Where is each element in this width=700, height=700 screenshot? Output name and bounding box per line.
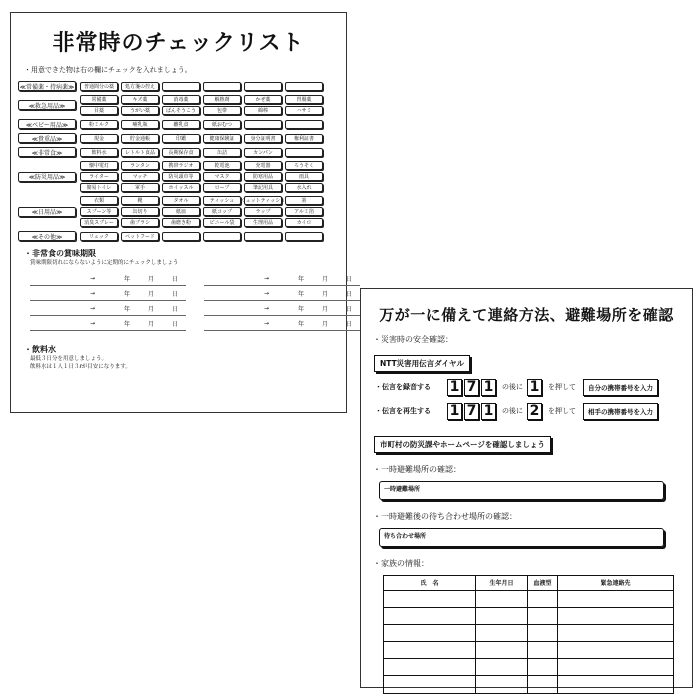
- checklist-item-box[interactable]: 紙おむつ: [203, 120, 241, 129]
- checklist-item-box[interactable]: カンパン: [244, 148, 282, 157]
- family-table-cell[interactable]: [384, 591, 476, 608]
- safety-heading: ・災害時の安全確認：: [373, 335, 453, 344]
- municipal-label: 市町村の防災課やホームページを確認しましょう: [374, 436, 551, 453]
- expiry-day: 日: [172, 320, 179, 328]
- checklist-item-box[interactable]: [285, 82, 323, 91]
- expiry-row[interactable]: [204, 286, 360, 301]
- play-after-text: の後に: [502, 407, 523, 415]
- checklist-item-box[interactable]: 充電器: [244, 161, 282, 170]
- checklist-item-box[interactable]: ビニール袋: [203, 218, 241, 227]
- contact-title: 万が一に備えて連絡方法、避難場所を確認: [379, 306, 674, 324]
- checklist-item-box[interactable]: 簡易トイレ: [80, 183, 118, 192]
- contact-sheet: [360, 288, 693, 688]
- family-table-row[interactable]: [384, 625, 673, 642]
- checklist-item-box[interactable]: 歯磨き粉: [162, 218, 200, 227]
- checklist-item-box[interactable]: [285, 148, 323, 157]
- expiry-arrow: →: [264, 319, 270, 327]
- expiry-day: 日: [172, 290, 179, 298]
- checklist-item-box[interactable]: 包帯: [203, 106, 241, 115]
- family-table-cell[interactable]: [476, 591, 528, 608]
- category-row: [18, 231, 339, 241]
- category-label: ≪貴重品≫: [18, 133, 76, 143]
- family-info-heading: ・家族の情報：: [373, 559, 429, 568]
- family-table-cell[interactable]: [476, 659, 528, 676]
- category-items: [80, 82, 323, 91]
- checklist-item-box[interactable]: 哺乳瓶: [121, 120, 159, 129]
- expiry-day: 日: [346, 305, 353, 313]
- expiry-arrow: →: [264, 304, 270, 312]
- checklist-item-box[interactable]: ペットフード: [121, 232, 159, 241]
- family-table-cell[interactable]: [528, 642, 558, 659]
- checklist-item-box[interactable]: 粉ミルク: [80, 120, 118, 129]
- category-row: [18, 196, 339, 227]
- expiry-day: 日: [346, 290, 353, 298]
- family-col-name: 氏 名: [384, 576, 476, 591]
- checklist-sheet: [10, 12, 353, 413]
- expiry-row[interactable]: [204, 316, 360, 331]
- expiry-year: 年: [298, 305, 305, 313]
- water-line-2: 飲料水は１人１日３ℓが目安になります。: [30, 364, 131, 370]
- category-list: [18, 81, 339, 241]
- checklist-item-box[interactable]: 雨具: [285, 172, 323, 181]
- checklist-item-box[interactable]: 防寒用品: [244, 172, 282, 181]
- checklist-item-box[interactable]: [244, 82, 282, 91]
- checklist-item-box[interactable]: ろうそく: [285, 161, 323, 170]
- expiry-month: 月: [322, 275, 329, 283]
- checklist-item-box[interactable]: 消臭スプレー: [80, 218, 118, 227]
- meeting-place-field-label: 待ち合わせ場所: [384, 533, 427, 540]
- checklist-item-box[interactable]: ランタン: [121, 161, 159, 170]
- checklist-item-box[interactable]: [162, 82, 200, 91]
- checklist-item-box[interactable]: 水入れ: [285, 183, 323, 192]
- checklist-item-box[interactable]: ライター: [80, 172, 118, 181]
- family-table-cell[interactable]: [476, 642, 528, 659]
- family-table-cell[interactable]: [558, 659, 673, 676]
- checklist-item-box[interactable]: 印鑑: [162, 134, 200, 143]
- expiry-arrow: →: [90, 319, 96, 327]
- expiry-month: 月: [322, 320, 329, 328]
- temp-shelter-heading: ・一時避難場所の確認：: [373, 465, 461, 474]
- checklist-item-box[interactable]: ウェットティッシュ: [240, 198, 286, 204]
- water-line-1: 最低３日分を用意しましょう。: [30, 356, 108, 362]
- category-label: ≪常備薬・持病薬≫: [18, 81, 76, 91]
- checklist-item-box[interactable]: スプーン等: [80, 207, 118, 216]
- category-label: ≪ベビー用品≫: [18, 119, 76, 129]
- checklist-title: 非常時のチェックリスト: [52, 31, 305, 56]
- family-table-cell[interactable]: [558, 676, 673, 693]
- checklist-item-box[interactable]: 長期保存食: [162, 148, 200, 157]
- record-label: ・伝言を録音する: [375, 383, 431, 391]
- family-table-row[interactable]: [384, 608, 673, 625]
- checklist-item-box[interactable]: カイロ: [285, 218, 323, 227]
- family-table-cell[interactable]: [558, 591, 673, 608]
- category-items: [80, 196, 323, 227]
- checklist-item-box[interactable]: 衣類: [80, 196, 118, 205]
- category-row: [18, 133, 339, 143]
- checklist-item-box[interactable]: タオル: [162, 196, 200, 205]
- family-table-row[interactable]: [384, 659, 673, 676]
- meeting-place-field[interactable]: [379, 528, 664, 547]
- expiry-month: 月: [148, 290, 155, 298]
- checklist-item-box[interactable]: 解熱剤: [203, 95, 241, 104]
- play-digit: 1: [481, 403, 496, 420]
- expiry-month: 月: [148, 305, 155, 313]
- checklist-item-box[interactable]: 胃腸薬: [285, 95, 323, 104]
- checklist-item-box[interactable]: 常備薬: [80, 95, 118, 104]
- category-row: [18, 161, 339, 192]
- family-table-cell[interactable]: [384, 642, 476, 659]
- family-table-cell[interactable]: [384, 625, 476, 642]
- temp-shelter-field-label: 一時避難場所: [384, 486, 421, 493]
- record-key: 1: [527, 379, 542, 396]
- family-table-row[interactable]: [384, 642, 673, 659]
- family-table-cell[interactable]: [528, 659, 558, 676]
- checklist-item-box[interactable]: 防災頭巾等: [162, 172, 200, 181]
- category-label: ≪非常食≫: [18, 147, 76, 157]
- expiry-month: 月: [148, 275, 155, 283]
- family-table-cell[interactable]: [528, 676, 558, 693]
- play-message-row: [369, 402, 684, 420]
- category-items: [80, 134, 323, 143]
- checklist-item-box[interactable]: [285, 120, 323, 129]
- checklist-item-box[interactable]: [285, 232, 323, 241]
- checklist-item-box[interactable]: 普通間分の薬: [80, 82, 118, 91]
- checklist-item-box[interactable]: 乾電池: [203, 161, 241, 170]
- checklist-item-box[interactable]: マスク: [203, 172, 241, 181]
- checklist-item-box[interactable]: 消毒薬: [162, 95, 200, 104]
- family-table-cell[interactable]: [528, 608, 558, 625]
- expiry-arrow: →: [90, 274, 96, 282]
- checklist-item-box[interactable]: うがい薬: [121, 106, 159, 115]
- record-press-text: を押して: [548, 383, 576, 391]
- expiry-year: 年: [298, 320, 305, 328]
- family-table-cell[interactable]: [528, 591, 558, 608]
- play-action: 相手の携帯番号を入力: [583, 403, 658, 420]
- checklist-item-box[interactable]: 綿棒: [244, 106, 282, 115]
- record-digit: 1: [481, 379, 496, 396]
- family-table-row[interactable]: [384, 676, 673, 693]
- checklist-item-box[interactable]: [203, 82, 241, 91]
- expiry-month: 月: [148, 320, 155, 328]
- checklist-item-box[interactable]: 目薬: [80, 106, 118, 115]
- expiry-year: 年: [124, 290, 131, 298]
- checklist-item-box[interactable]: レトルト食品: [121, 148, 159, 157]
- expiry-row[interactable]: [204, 271, 360, 286]
- category-items: [80, 232, 323, 241]
- checklist-item-box[interactable]: かぜ薬: [244, 95, 282, 104]
- checklist-item-box[interactable]: 紙コップ: [203, 207, 241, 216]
- checklist-item-box[interactable]: アルミ箔: [285, 207, 323, 216]
- family-table-row[interactable]: [384, 591, 673, 608]
- family-table-cell[interactable]: [384, 676, 476, 693]
- checklist-item-box[interactable]: ロープ: [203, 183, 241, 192]
- checklist-item-box[interactable]: 身分証明書: [244, 134, 282, 143]
- checklist-item-box[interactable]: 紙皿: [162, 207, 200, 216]
- family-table-cell[interactable]: [476, 676, 528, 693]
- category-items: [80, 95, 323, 115]
- checklist-item-box[interactable]: ラップ: [244, 207, 282, 216]
- checklist-item-box[interactable]: キズ薬: [121, 95, 159, 104]
- play-label: ・伝言を再生する: [375, 407, 431, 415]
- expiry-day: 日: [346, 320, 353, 328]
- expiry-year: 年: [298, 275, 305, 283]
- family-col-bloodtype: 血液型: [528, 576, 558, 591]
- meeting-place-heading: ・一時避難後の待ち合わせ場所の確認：: [373, 512, 517, 521]
- expiry-row[interactable]: [30, 316, 186, 331]
- checklist-item-box[interactable]: ティッシュ: [203, 196, 241, 205]
- checklist-item-box[interactable]: 現金: [80, 134, 118, 143]
- expiry-day: 日: [172, 275, 179, 283]
- family-table: [383, 575, 674, 694]
- expiry-year: 年: [124, 275, 131, 283]
- checklist-item-box[interactable]: 箸: [285, 196, 323, 205]
- record-digit: 1: [447, 379, 462, 396]
- checklist-item-box[interactable]: 靴: [121, 196, 159, 205]
- checklist-item-box[interactable]: 権利証書: [285, 134, 323, 143]
- record-after-text: の後に: [502, 383, 523, 391]
- expiry-arrow: →: [264, 274, 270, 282]
- checklist-item-box[interactable]: [244, 232, 282, 241]
- expiry-year: 年: [124, 320, 131, 328]
- play-key: 2: [527, 403, 542, 420]
- expiry-day: 日: [346, 275, 353, 283]
- family-table-cell[interactable]: [384, 608, 476, 625]
- checklist-item-box[interactable]: [244, 120, 282, 129]
- play-press-text: を押して: [548, 407, 576, 415]
- expiry-row[interactable]: [30, 286, 186, 301]
- water-heading: ・飲料水: [24, 345, 56, 354]
- expiry-arrow: →: [90, 289, 96, 297]
- family-table-cell[interactable]: [558, 608, 673, 625]
- checklist-intro: ・用意できた物は右の欄にチェックを入れましょう。: [24, 66, 192, 74]
- expiry-row[interactable]: [30, 301, 186, 316]
- expiry-arrow: →: [90, 304, 96, 312]
- checklist-item-box[interactable]: ハサミ: [285, 106, 323, 115]
- record-message-row: [369, 378, 684, 396]
- checklist-item-box[interactable]: 缶切り: [121, 207, 159, 216]
- checklist-item-box[interactable]: [162, 232, 200, 241]
- category-items: [80, 161, 323, 192]
- expiry-arrow: →: [264, 289, 270, 297]
- category-label: ≪防災用品≫: [18, 172, 76, 182]
- play-digit: 7: [464, 403, 479, 420]
- expiry-heading: ・非常食の賞味期限: [24, 249, 96, 258]
- checklist-item-box[interactable]: 歯ブラシ: [121, 218, 159, 227]
- checklist-item-box[interactable]: 生理用品: [244, 218, 282, 227]
- record-digit: 7: [464, 379, 479, 396]
- category-label: ≪救急用品≫: [18, 100, 76, 110]
- family-table-cell[interactable]: [476, 625, 528, 642]
- play-digit: 1: [447, 403, 462, 420]
- checklist-item-box[interactable]: 懐中電灯: [80, 161, 118, 170]
- checklist-item-box[interactable]: リュック: [80, 232, 118, 241]
- family-table-header: [384, 576, 673, 591]
- family-table-cell[interactable]: [528, 625, 558, 642]
- category-row: [18, 81, 339, 91]
- expiry-row[interactable]: [204, 301, 360, 316]
- category-row: [18, 95, 339, 115]
- checklist-item-box[interactable]: 缶詰: [203, 148, 241, 157]
- checklist-item-box[interactable]: 軍手: [121, 183, 159, 192]
- expiry-day: 日: [172, 305, 179, 313]
- family-col-contact: 緊急連絡先: [558, 576, 673, 591]
- checklist-item-box[interactable]: 処方箋の控え: [121, 82, 159, 91]
- expiry-month: 月: [322, 305, 329, 313]
- category-row: [18, 119, 339, 129]
- category-label: ≪その他≫: [18, 231, 76, 241]
- category-items: [80, 148, 323, 157]
- checklist-item-box[interactable]: ばんそうこう: [162, 106, 200, 115]
- ntt-dial-label: NTT災害用伝言ダイヤル: [374, 355, 470, 372]
- expiry-row[interactable]: [30, 271, 186, 286]
- checklist-item-box[interactable]: 健康保険証: [203, 134, 241, 143]
- checklist-item-box[interactable]: 筆記用具: [244, 183, 282, 192]
- checklist-item-box[interactable]: ホイッスル: [162, 183, 200, 192]
- expiry-table: [18, 271, 353, 331]
- expiry-subtext: 賞味期限切れにならないように定期的にチェックしましょう: [30, 260, 179, 266]
- category-label: ≪日用品≫: [18, 207, 76, 217]
- expiry-month: 月: [322, 290, 329, 298]
- temp-shelter-field[interactable]: [379, 481, 664, 500]
- record-action: 自分の携帯番号を入力: [583, 379, 658, 396]
- expiry-year: 年: [298, 290, 305, 298]
- expiry-year: 年: [124, 305, 131, 313]
- checklist-item-box[interactable]: 携帯ラジオ: [162, 161, 200, 170]
- family-col-birthdate: 生年月日: [476, 576, 528, 591]
- family-table-cell[interactable]: [558, 642, 673, 659]
- checklist-item-box[interactable]: 貯金通帳: [121, 134, 159, 143]
- category-row: [18, 147, 339, 157]
- family-table-cell[interactable]: [558, 625, 673, 642]
- category-items: [80, 120, 323, 129]
- family-table-cell[interactable]: [476, 608, 528, 625]
- checklist-item-box[interactable]: マッチ: [121, 172, 159, 181]
- checklist-item-box[interactable]: 飲料水: [80, 148, 118, 157]
- checklist-item-box[interactable]: [203, 232, 241, 241]
- checklist-item-box[interactable]: 離乳食: [162, 120, 200, 129]
- family-table-cell[interactable]: [384, 659, 476, 676]
